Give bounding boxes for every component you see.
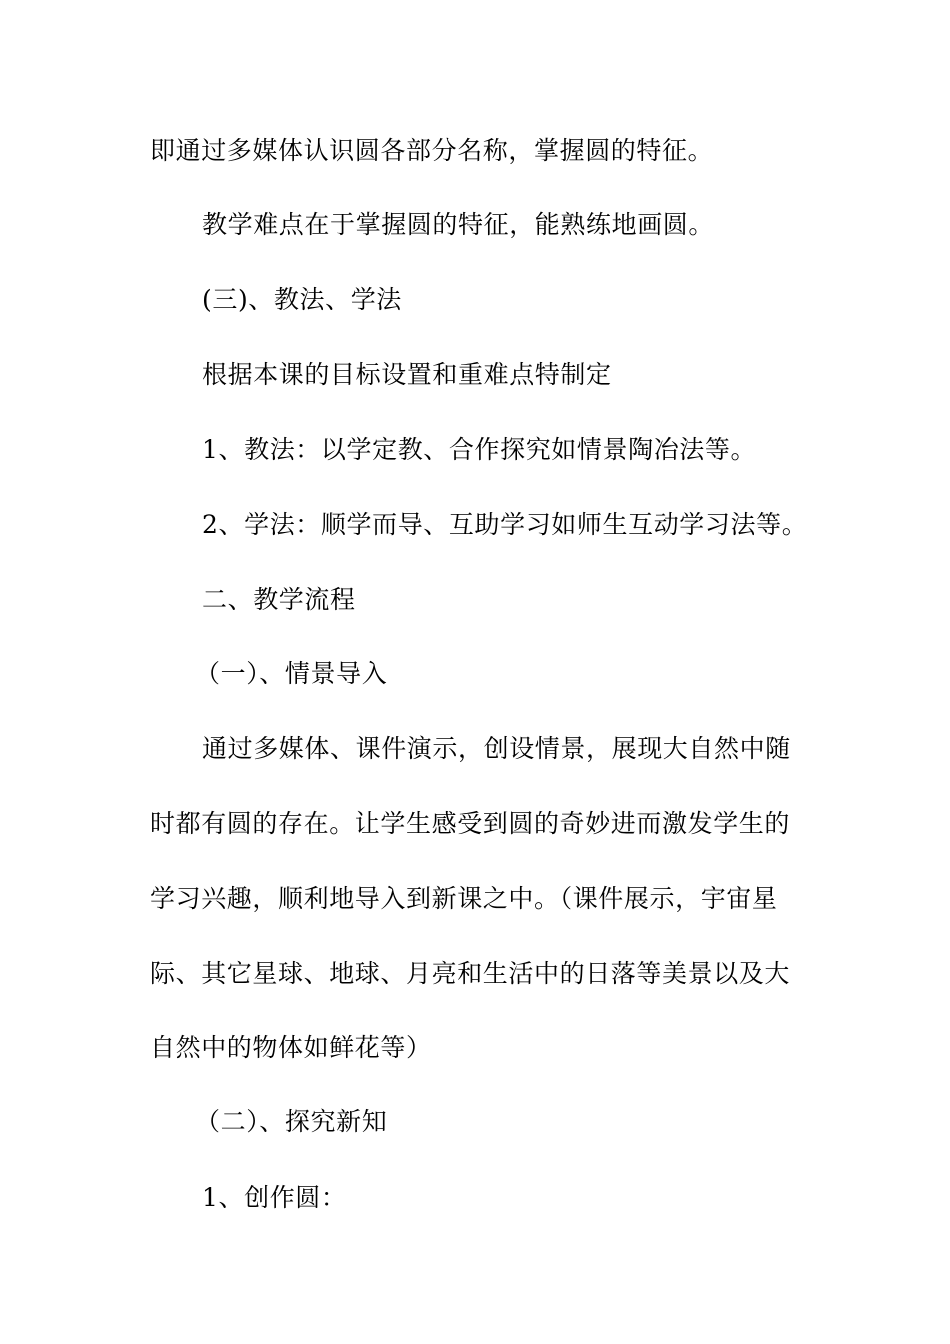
subsection-heading: （一）、情景导入 — [195, 659, 388, 688]
paragraph-line: 际、其它星球、地球、月亮和生活中的日落等美景以及大 — [150, 959, 791, 988]
paragraph-line: 学习兴趣，顺利地导入到新课之中。（课件展示，宇宙星 — [150, 884, 778, 913]
paragraph-line: 通过多媒体、课件演示，创设情景，展现大自然中随 — [202, 734, 791, 763]
section-heading: 二、教学流程 — [202, 585, 356, 614]
paragraph-line: 根据本课的目标设置和重难点特制定 — [202, 360, 612, 389]
paragraph-line: 教学难点在于掌握圆的特征，能熟练地画圆。 — [202, 210, 715, 239]
paragraph-line: 时都有圆的存在。让学生感受到圆的奇妙进而激发学生的 — [150, 809, 791, 838]
list-item: 1、创作圆： — [202, 1183, 347, 1212]
paragraph-line: 自然中的物体如鲜花等） — [150, 1033, 432, 1062]
paragraph-line: 即通过多媒体认识圆各部分名称，掌握圆的特征。 — [150, 136, 714, 165]
section-heading: (三)、教法、学法 — [202, 285, 402, 314]
list-item: 1、教法：以学定教、合作探究如情景陶冶法等。 — [202, 435, 757, 464]
list-item: 2、学法：顺学而导、互助学习如师生互动学习法等。 — [202, 510, 808, 539]
subsection-heading: （二）、探究新知 — [195, 1107, 388, 1136]
